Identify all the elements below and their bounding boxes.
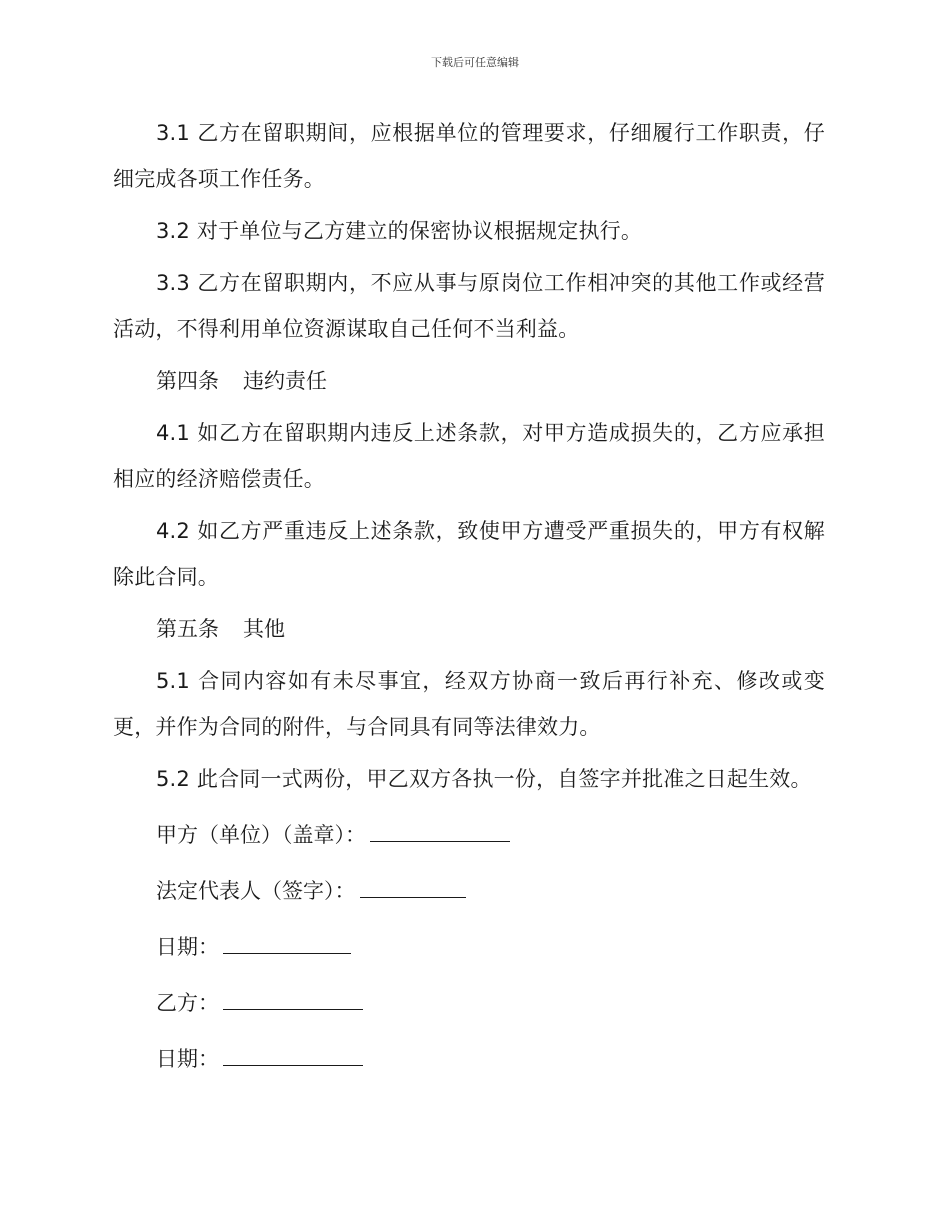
contract-body (113, 110, 825, 1092)
page-header-note: 下载后可任意编辑 (431, 56, 519, 69)
date-b-label: 日期： (156, 1047, 219, 1071)
legal-rep-label: 法定代表人（签字）： (156, 879, 356, 903)
party-b-blank[interactable] (223, 985, 363, 1010)
date-b-line (113, 1036, 825, 1082)
clause-4-1: 4.1 如乙方在留职期内违反上述条款，对甲方造成损失的，乙方应承担相应的经济赔偿责任。 (113, 421, 825, 491)
party-b-label: 乙方： (156, 991, 219, 1015)
legal-rep-blank[interactable] (360, 873, 466, 898)
clause-3-2: 3.2 对于单位与乙方建立的保密协议根据规定执行。 (156, 219, 643, 243)
article-5-title: 其他 (243, 617, 285, 641)
party-a-blank[interactable] (370, 817, 510, 842)
clause-5-1: 5.1 合同内容如有未尽事宜，经双方协商一致后再行补充、修改或变更，并作为合同的附件，与合同具有同等法律效力。 (113, 669, 825, 739)
date-b-blank[interactable] (223, 1041, 363, 1066)
clause-4-2: 4.2 如乙方严重违反上述条款，致使甲方遭受严重损失的，甲方有权解除此合同。 (113, 519, 825, 589)
article-4-heading (113, 358, 825, 404)
clause-3-1: 3.1 乙方在留职期间，应根据单位的管理要求，仔细履行工作职责，仔细完成各项工作任务。 (113, 121, 825, 191)
article-5-number: 第五条 (156, 617, 219, 641)
clause-5-2: 5.2 此合同一式两份，甲乙双方各执一份，自签字并批准之日起生效。 (156, 767, 812, 791)
article-4-number: 第四条 (156, 369, 219, 393)
clause-3-3: 3.3 乙方在留职期内，不应从事与原岗位工作相冲突的其他工作或经营活动，不得利用单位资源谋取自己任何不当利益。 (113, 271, 825, 341)
date-a-line (113, 924, 825, 970)
date-a-blank[interactable] (223, 929, 351, 954)
article-5-heading (113, 606, 825, 652)
date-a-label: 日期： (156, 935, 219, 959)
party-b-signature-line (113, 980, 825, 1026)
party-a-signature-line (113, 812, 825, 858)
legal-rep-signature-line (113, 868, 825, 914)
article-4-title: 违约责任 (243, 369, 327, 393)
party-a-label: 甲方（单位）（盖章）： (156, 823, 366, 847)
